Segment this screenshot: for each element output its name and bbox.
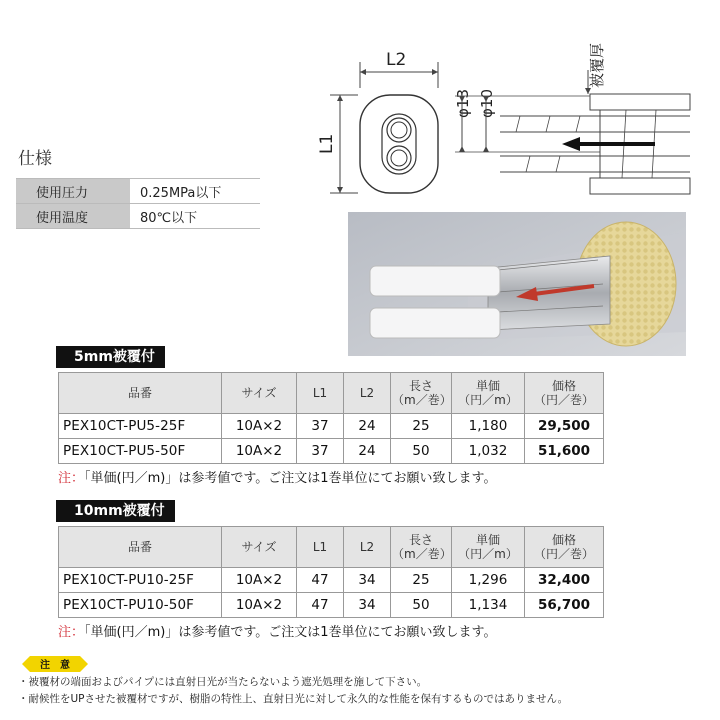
price-value: 32,400 (525, 568, 604, 593)
phi10-label: φ10 (478, 89, 496, 118)
product-photo (348, 212, 686, 356)
unit-price-value: 1,134 (452, 593, 525, 618)
table-row (59, 439, 604, 464)
table-header-row (59, 373, 604, 414)
size: 10A×2 (222, 414, 297, 439)
l1-value: 47 (297, 568, 344, 593)
spec-key: 使用温度 (16, 204, 130, 229)
note-mark: 注： (58, 471, 85, 486)
col-unit-price: 単価 （円／m） (452, 373, 525, 414)
col-part-number: 品番 (59, 527, 222, 568)
l2-label: L2 (386, 50, 407, 70)
pipe-white-lower (370, 308, 500, 338)
table-header-row (59, 527, 604, 568)
coating-thickness-label: 被覆厚 (588, 42, 606, 88)
unit-price-value: 1,296 (452, 568, 525, 593)
size: 10A×2 (222, 593, 297, 618)
phi13-label: φ13 (454, 89, 472, 118)
note-text: 「単価(円／m)」は参考値です。ご注文は1巻単位にてお願い致します。 (84, 625, 497, 640)
note-text: 「単価(円／m)」は参考値です。ご注文は1巻単位にてお願い致します。 (84, 471, 497, 486)
note-5mm (58, 467, 497, 486)
spec-row (16, 204, 260, 229)
section-title-10mm: 10mm被覆付 (56, 500, 175, 522)
part-number: PEX10CT-PU10-50F (59, 593, 222, 618)
caution-item: ・耐候性をUPさせた被覆材ですが、樹脂の特性上、直射日光に対して永久的な性能を保有するものではありません。 (18, 693, 569, 705)
length-value: 50 (391, 593, 452, 618)
col-length: 長さ （m／巻） (391, 527, 452, 568)
l2-value: 34 (344, 568, 391, 593)
spec-value: 80℃以下 (130, 204, 260, 229)
note-mark: 注： (58, 625, 85, 640)
caution-list (18, 674, 568, 708)
note-10mm (58, 621, 497, 640)
caution-item: ・被覆材の端面およびパイプには直射日光が当たらないよう遮光処理を施して下さい。 (18, 676, 428, 688)
spec-title: 仕様 (18, 149, 52, 169)
col-l2: L2 (344, 527, 391, 568)
size: 10A×2 (222, 568, 297, 593)
l1-label: L1 (317, 133, 337, 154)
caution-badge (22, 656, 88, 672)
part-number: PEX10CT-PU5-50F (59, 439, 222, 464)
spec-table (16, 178, 260, 229)
col-price: 価格 （円／巻） (525, 527, 604, 568)
col-size: サイズ (222, 527, 297, 568)
size: 10A×2 (222, 439, 297, 464)
length-value: 50 (391, 439, 452, 464)
l2-value: 24 (344, 414, 391, 439)
product-table-5mm (58, 372, 604, 464)
price-value: 56,700 (525, 593, 604, 618)
l1-value: 37 (297, 439, 344, 464)
col-size: サイズ (222, 373, 297, 414)
col-part-number: 品番 (59, 373, 222, 414)
pipe-white-upper (370, 266, 500, 296)
col-l1: L1 (297, 527, 344, 568)
spec-row (16, 179, 260, 204)
l1-value: 47 (297, 593, 344, 618)
col-unit-price: 単価 （円／m） (452, 527, 525, 568)
l1-value: 37 (297, 414, 344, 439)
l2-value: 34 (344, 593, 391, 618)
col-l2: L2 (344, 373, 391, 414)
col-price: 価格 （円／巻） (525, 373, 604, 414)
price-value: 29,500 (525, 414, 604, 439)
col-length: 長さ （m／巻） (391, 373, 452, 414)
section-title-5mm: 5mm被覆付 (56, 346, 165, 368)
caution-badge-label: 注 意 (40, 660, 70, 671)
unit-price-value: 1,032 (452, 439, 525, 464)
table-row (59, 414, 604, 439)
spec-value: 0.25MPa以下 (130, 179, 260, 204)
length-value: 25 (391, 414, 452, 439)
product-table-10mm (58, 526, 604, 618)
l2-value: 24 (344, 439, 391, 464)
spec-key: 使用圧力 (16, 179, 130, 204)
part-number: PEX10CT-PU5-25F (59, 414, 222, 439)
table-row (59, 568, 604, 593)
unit-price-value: 1,180 (452, 414, 525, 439)
part-number: PEX10CT-PU10-25F (59, 568, 222, 593)
price-value: 51,600 (525, 439, 604, 464)
col-l1: L1 (297, 373, 344, 414)
table-row (59, 593, 604, 618)
cross-section-diagram (310, 40, 710, 210)
length-value: 25 (391, 568, 452, 593)
